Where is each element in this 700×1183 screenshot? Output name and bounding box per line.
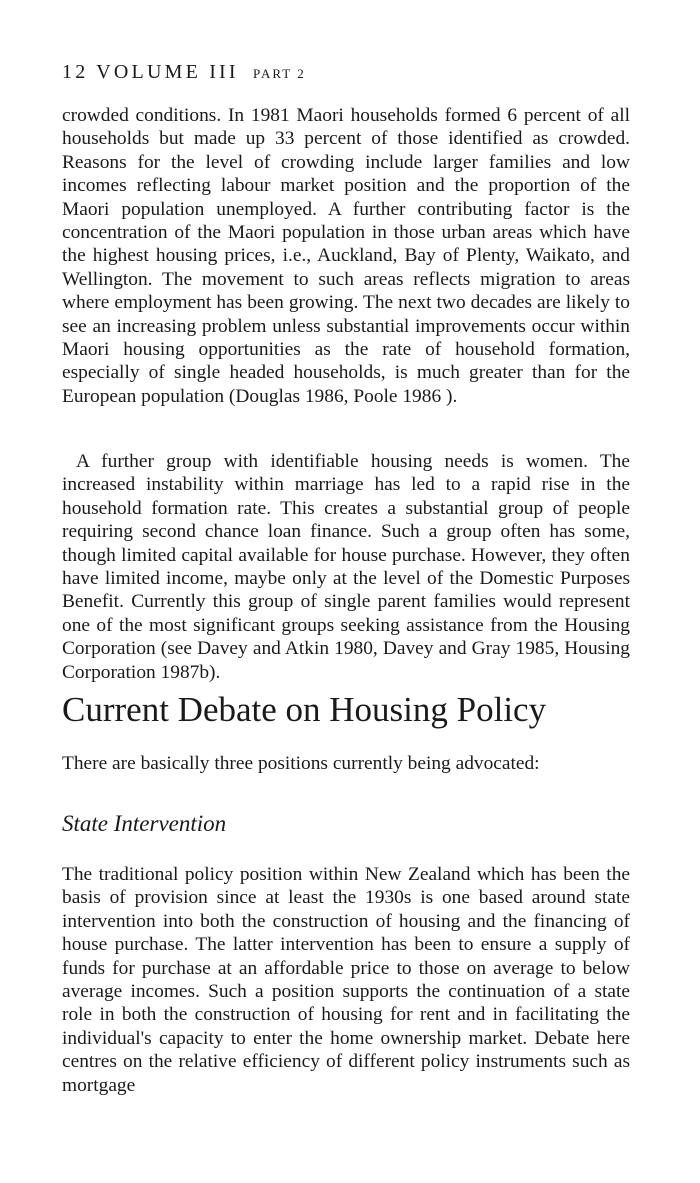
paragraph-text: crowded conditions. In 1981 Maori households formed 6 percent of all households but made up 33 percent of those identified as crowded. Reasons for the level of crowding include larger families and low incomes reflecting labour market position and the proportion of the Maori population unemployed. A further contributing factor is the concentration of the Maori population in those urban areas which have the highest housing prices, i.e., Auckland, Bay of Plenty, Waikato, and Wellington. The movement to such areas reflects migration to areas where employment has been growing. The next two decades are likely to see an increasing problem unless substantial improvements occur within Maori housing opportunities as the rate of household formation, especially of single headed households, is much greater than for the European population (Douglas 1986, Poole 1986 ). <box>62 105 630 407</box>
part-label: PART 2 <box>252 66 306 81</box>
paragraph-maori-housing <box>62 104 630 408</box>
section-intro: There are basically three positions currently being advocated: <box>62 753 540 774</box>
running-head <box>62 58 306 88</box>
subsection-heading: State Intervention <box>62 811 227 836</box>
paragraph-text: A further group with identifiable housing needs is women. The increased instability within marriage has led to a rapid rise in the household formation rate. This creates a substantial group of people requiring second chance loan finance. Such a group often has some, though limited capital available for house purchase. However, they often have limited income, maybe only at the level of the Domestic Purposes Benefit. Currently this group of single parent families would represent one of the most significant groups seeking assistance from the Housing Corporation (see Davey and Atkin 1980, Davey and Gray 1985, Housing Corporation 1987b). <box>62 451 630 683</box>
paragraph-text: The traditional policy position within New Zealand which has been the basis of provision since at least the 1930s is one based around state intervention into both the construction of housing and the financing of house purchase. The latter intervention has been to ensure a supply of funds for purchase at an affordable price to those on average to below average incomes. Such a position supports the continuation of a state role in both the construction of housing for rent and in facilitating the individual's capacity to enter the home ownership market. Debate here centres on the relative efficiency of different policy instruments such as mortgage <box>62 864 630 1096</box>
page-number: 12 <box>62 61 89 83</box>
volume-label: VOLUME III <box>96 61 239 83</box>
section-heading: Current Debate on Housing Policy <box>62 690 547 729</box>
paragraph-women-housing <box>62 450 630 684</box>
paragraph-state-intervention <box>62 863 630 1097</box>
